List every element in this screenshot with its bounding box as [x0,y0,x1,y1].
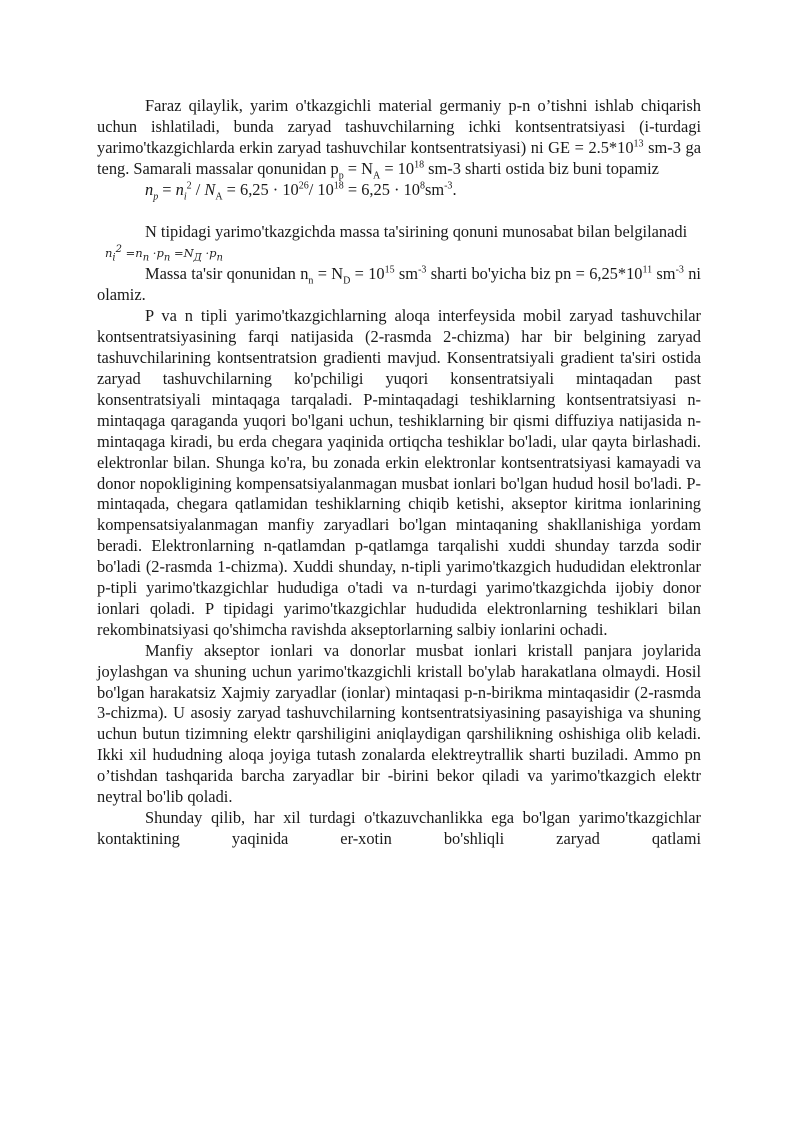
paragraph-n-type: N tipidagi yarimo'tkazgichda massa ta'sirining qonuni munosabat bilan belgilanadi [145,221,688,241]
formula-mass-action: $n_i^2 =n_n \cdot p_n =N_Д \cdot p_n$ [105,244,223,264]
formula-np: $n_p = n_i^2 / N_A = 6,25 \cdot 10^{26}/$ $10^{18} = 6,25 \cdot 10^8sm^{-3}$. [145,179,457,202]
paragraph-space-charge: Manfiy akseptor ionlari va donorlar musbat ionlari kristall panjara joylarida joylashgan va shuning uchun yarimo'tkazgichli kristall bo'ylab harakatlana olmaydi. Hosil bo'lgan harakatsiz Xajmiy zaryadlar (ionlar) mintaqasi p-n-birikma mintaqasidir (2-rasmda 3-chizma). U asosiy zaryad tashuvchilarning kontsentratsiyasining pasayishiga va shuning uchun butun tizimning elektr qarshiligini aniqlaydigan qarshilikning oshishiga olib keladi. Ikki xil hududning aloqa joyiga tutash zonalarda elektreytrallik sharti buziladi. Ammo pn o’tishdan tashqarida barcha zaryadlar bir -birini bekor qiladi va yarimo'tkazgich elektr neytral bo'lib qoladi. [97,640,701,807]
paragraph-intro: Faraz qilaylik, yarim o'tkazgichli material germaniy p-n o’tishni ishlab chiqarish uchun ishlatiladi, bunda zaryad tashuvchilarning ichki kontsentratsiyasi (i-turdagi yarimo'tkazgichlarda erkin zaryad tashuvchilar kontsentratsiyasi) ni GE = $2.5*10^{13}$ sm-3 ga teng. Samarali massalar qonunidan $p_p = N_A = 10^{18}$ sm-3 sharti ostida biz buni topamiz [97,96,702,181]
paragraph-gap [97,201,701,222]
document-page [97,96,701,850]
paragraph-mass-action-result: Massa ta'sir qonunidan $n_n = N_D = 10^{15}$ $sm^{-3}$ sharti bo'yicha biz pn = $6,25*10^{11}$ $sm^{-3}$ ni olamiz. [97,264,701,305]
paragraph-conclusion: Shunday qilib, har xil turdagi o'tkazuvchanlikka ega bo'lgan yarimo'tkazgichlar kontaktining yaqinida er-xotin bo'shliqli zaryad qatlami [97,808,701,848]
paragraph-diffusion: P va n tipli yarimo'tkazgichlarning aloqa interfeysida mobil zaryad tashuvchilar kontsentratsiyasining farqi natijasida (2-rasmda 2-chizma) har bir belgining zaryad tashuvchilarining kontsentratsion gradienti mavjud. Konsentratsiyali gradient ta'siri ostida zaryad tashuvchilarning ko'pchiligi yuqori konsentratsiyali mintaqadan past konsentratsiyali mintaqaga tarqaladi. P-mintaqadagi teshiklarning kontsentratsiyasi n-mintaqaga qaraganda yuqori bo'lgani uchun, teshiklarning bir qismi diffuziya natijasida n-mintaqaga kiradi, bu erda chegara yaqinida ortiqcha teshiklar bo'ladi, ular qayta birlashadi. elektronlar bilan. Shunga ko'ra, bu zonada erkin elektronlar kontsentratsiyasi kamayadi va donor nopokligining kompensatsiyalanmagan musbat ionlari bo'lgan hudud hosil bo'ladi. P-mintaqada, chegara qatlamidan teshiklarning chiqib ketishi, akseptor kiritma ionlarining kompensatsiyalanmagan manfiy zaryadlari bo'lgan mintaqaning shakllanishiga yordam beradi. Elektronlarning n-qatlamdan p-qatlamga tarqalishi xuddi shunday tarzda sodir bo'ladi (2-rasmda 1-chizma). Xuddi shunday, n-tipli yarimo'tkazgich hududidan elektronlar p-tipli yarimo'tkazgichlar hududiga o'tadi va n-turdagi yarimo'tkazgichda ijobiy donor ionlari qoladi. P tipidagi yarimo'tkazgichlar hududida elektronlarning teshiklari bilan rekombinatsiyasi qo'shimcha ravishda akseptorlarning salbiy ionlarini ochadi. [97,306,701,639]
